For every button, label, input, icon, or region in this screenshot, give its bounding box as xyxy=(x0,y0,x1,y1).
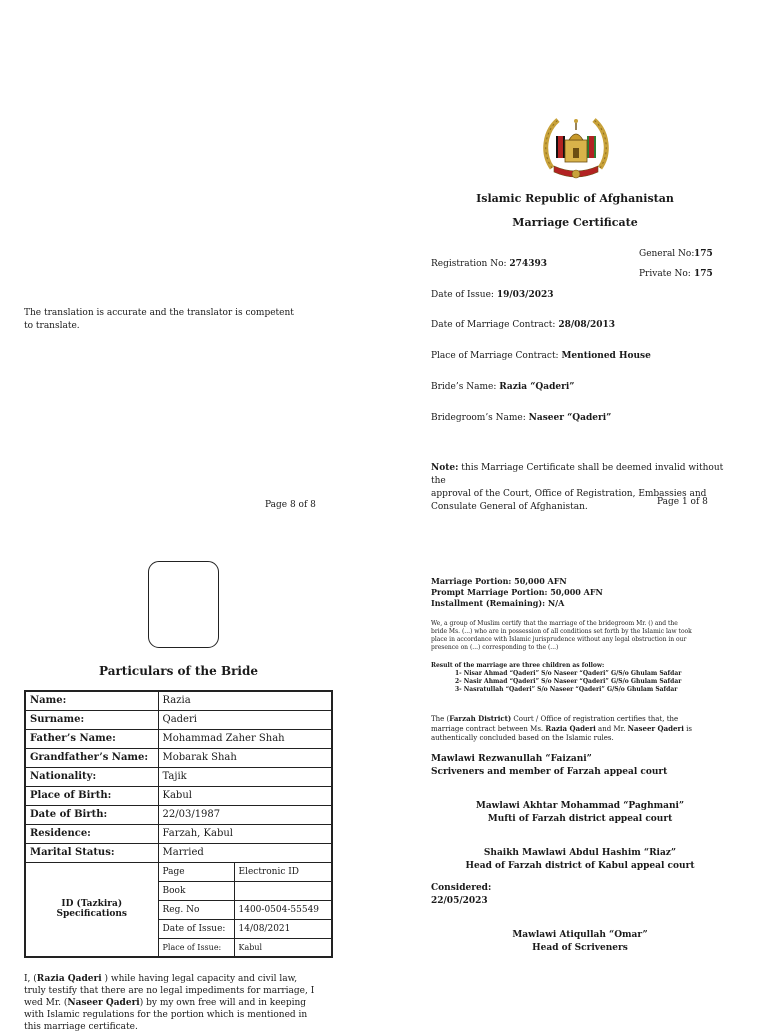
signer-name: Mawlawi Akhtar Mohammad “Paghmani” xyxy=(475,801,685,811)
statement-line-5: this marriage certificate. xyxy=(24,1022,138,1032)
statement-text: ) by my own free will and in keeping xyxy=(139,998,307,1008)
considered-block xyxy=(431,882,491,908)
field-label: Father’s Name: xyxy=(25,729,158,748)
groom-name-value: Naseer “Qaderi” xyxy=(528,413,612,423)
id-key: Reg. No xyxy=(158,900,234,919)
private-no-value: 175 xyxy=(694,269,713,279)
field-label: Nationality: xyxy=(25,767,158,786)
considered-date: 22/05/2023 xyxy=(431,896,488,906)
court-text: marriage contract between Ms. xyxy=(431,725,546,733)
bride-name-value: Razia “Qaderi” xyxy=(499,382,575,392)
children-list xyxy=(455,670,681,694)
list-item: 3- Nasratullah “Qaderi” S/o Naseer “Qaderi” G/S/o Ghulam Safdar xyxy=(455,686,678,693)
place-contract-row xyxy=(431,350,651,363)
field-value: Mohammad Zaher Shah xyxy=(158,729,332,748)
note-label: Note: xyxy=(431,463,459,473)
table-row xyxy=(25,729,332,748)
id-label-line-1: ID (Tazkira) xyxy=(61,899,123,910)
signature-4 xyxy=(450,929,710,955)
signer-name: Shaikh Mawlawi Abdul Hashim “Riaz” xyxy=(483,848,677,858)
portion-block xyxy=(431,576,603,609)
statement-text: wed Mr. ( xyxy=(24,998,68,1008)
general-no-label: General No: xyxy=(639,249,695,259)
prompt-portion: Prompt Marriage Portion: 50,000 AFN xyxy=(431,587,603,597)
field-value: Qaderi xyxy=(158,710,332,729)
signer-title: Head of Farzah district of Kabul appeal court xyxy=(465,861,695,871)
registration-row xyxy=(431,258,547,271)
court-text: is xyxy=(683,725,692,733)
marriage-portion: Marriage Portion: 50,000 AFN xyxy=(431,576,567,586)
table-row xyxy=(25,710,332,729)
court-text: The ( xyxy=(431,715,450,723)
heading-country: Islamic Republic of Afghanistan xyxy=(476,192,674,205)
court-groom-name: Naseer Qaderi xyxy=(627,724,684,733)
bride-name-row xyxy=(431,381,574,394)
field-value: Farzah, Kabul xyxy=(158,824,332,843)
field-label: Date of Birth: xyxy=(25,805,158,824)
court-district: Farzah District) xyxy=(449,714,512,723)
date-contract-label: Date of Marriage Contract: xyxy=(431,320,556,330)
general-no-value: 175 xyxy=(694,249,713,259)
statement-text: I, ( xyxy=(24,974,37,984)
field-value: Married xyxy=(158,843,332,862)
page-footer-right: Page 1 of 8 xyxy=(657,497,708,507)
signature-2 xyxy=(450,800,710,826)
table-row xyxy=(25,843,332,862)
page-footer-left: Page 8 of 8 xyxy=(265,500,316,510)
table-row xyxy=(25,805,332,824)
registration-label: Registration No: xyxy=(431,259,507,269)
statement-line-4: with Islamic regulations for the portion which is mentioned in xyxy=(24,1010,308,1020)
note-line-2: approval of the Court, Office of Registration, Embassies and xyxy=(431,489,707,499)
field-label: Residence: xyxy=(25,824,158,843)
bride-name-label: Bride’s Name: xyxy=(431,382,497,392)
signer-title: Head of Scriveners xyxy=(532,943,628,953)
bride-statement xyxy=(24,973,324,1033)
court-line-3: authentically concluded based on the Islamic rules. xyxy=(431,734,614,742)
statement-line-2: truly testify that there are no legal impediments for marriage, I xyxy=(24,986,315,996)
field-value: Tajik xyxy=(158,767,332,786)
field-value: 22/03/1987 xyxy=(158,805,332,824)
id-value: 1400-0504-55549 xyxy=(234,900,332,919)
table-row xyxy=(25,767,332,786)
date-contract-row xyxy=(431,319,615,332)
table-row xyxy=(25,691,332,710)
groom-name-row xyxy=(431,412,611,425)
id-value: Electronic ID xyxy=(234,862,332,881)
id-value xyxy=(234,881,332,900)
afghanistan-emblem-icon xyxy=(538,110,614,186)
id-key: Book xyxy=(158,881,234,900)
signer-name: Mawlawi Atiqullah “Omar” xyxy=(512,930,648,940)
registration-value: 274393 xyxy=(509,259,547,269)
installment: Installment (Remaining): N/A xyxy=(431,598,565,608)
id-specifications-label xyxy=(25,862,158,957)
id-label-line-2: Specifications xyxy=(56,909,127,920)
field-label: Place of Birth: xyxy=(25,786,158,805)
list-item: 2- Nasir Ahmad “Qaderi” S/o Naseer “Qaderi” G/S/o Ghulam Safdar xyxy=(455,678,682,685)
statement-groom-name: Naseer Qaderi xyxy=(67,998,140,1008)
court-text: and Mr. xyxy=(595,725,628,733)
list-item: 1- Nisar Ahmad “Qaderi” S/o Naseer “Qaderi” G/S/o Ghulam Safdar xyxy=(455,670,682,677)
bride-section-title: Particulars of the Bride xyxy=(99,664,258,678)
date-issue-row xyxy=(431,289,554,302)
field-label: Name: xyxy=(25,691,158,710)
photo-placeholder xyxy=(148,561,219,648)
field-value: Mobarak Shah xyxy=(158,748,332,767)
id-value: Kabul xyxy=(234,938,332,957)
witness-line: We, a group of Muslim certify that the marriage of the bridegroom Mr. () and the xyxy=(431,620,678,627)
place-contract-label: Place of Marriage Contract: xyxy=(431,351,559,361)
statement-bride-name: Razia Qaderi xyxy=(36,974,102,984)
id-key: Place of Issue: xyxy=(158,938,234,957)
id-value: 14/08/2021 xyxy=(234,919,332,938)
field-label: Grandfather’s Name: xyxy=(25,748,158,767)
witness-line: bride Ms. (...) who are in possession of all conditions set forth by the Islamic law took xyxy=(431,628,692,635)
witness-statement xyxy=(431,620,731,652)
table-row xyxy=(25,862,332,881)
field-value: Kabul xyxy=(158,786,332,805)
table-row xyxy=(25,786,332,805)
children-header: Result of the marriage are three children as follow: xyxy=(431,662,605,669)
groom-name-label: Bridegroom’s Name: xyxy=(431,413,526,423)
field-label: Marital Status: xyxy=(25,843,158,862)
date-issue-label: Date of Issue: xyxy=(431,290,494,300)
court-bride-name: Razia Qaderi xyxy=(545,724,596,733)
id-key: Date of Issue: xyxy=(158,919,234,938)
signature-3 xyxy=(450,847,710,873)
statement-text: ) while having legal capacity and civil law, xyxy=(101,974,298,984)
witness-line: presence on (...) corresponding to the (...) xyxy=(431,644,559,651)
signer-title: Scriveners and member of Farzah appeal court xyxy=(431,767,668,777)
considered-label: Considered: xyxy=(431,883,492,893)
signer-name: Mawlawi Rezwanullah “Faizani” xyxy=(431,754,592,764)
court-text: Court / Office of registration certifies that, the xyxy=(511,715,679,723)
id-key: Page xyxy=(158,862,234,881)
table-row xyxy=(25,748,332,767)
private-no-label: Private No: xyxy=(639,269,691,279)
date-issue-value: 19/03/2023 xyxy=(496,290,554,300)
witness-line: place in accordance with Islamic jurisprudence without any legal obstruction in our xyxy=(431,636,687,643)
signer-title: Mufti of Farzah district appeal court xyxy=(487,814,673,824)
signature-1 xyxy=(431,753,667,779)
heading-document: Marriage Certificate xyxy=(512,216,638,229)
field-label: Surname: xyxy=(25,710,158,729)
translation-note: The translation is accurate and the translator is competent to translate. xyxy=(24,308,294,331)
note-line-3: Consulate General of Afghanistan. xyxy=(431,502,588,512)
note-line-1: this Marriage Certificate shall be deemed invalid without the xyxy=(431,463,724,486)
bride-particulars-table xyxy=(24,690,333,958)
field-value: Razia xyxy=(158,691,332,710)
table-row xyxy=(25,824,332,843)
date-contract-value: 28/08/2013 xyxy=(558,320,615,330)
place-contract-value: Mentioned House xyxy=(561,351,651,361)
court-certification xyxy=(431,714,731,743)
